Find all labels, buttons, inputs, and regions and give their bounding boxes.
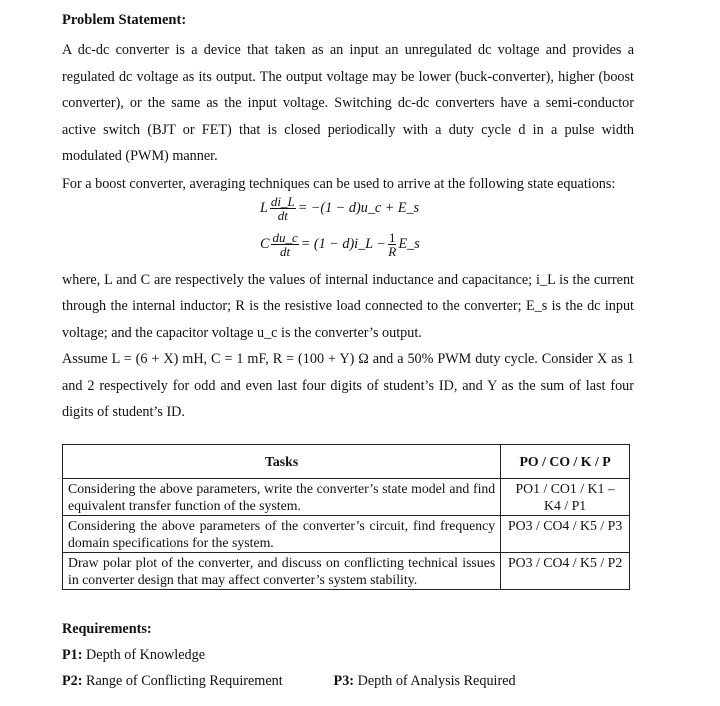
table-row bbox=[63, 515, 630, 552]
intro-paragraph: A dc-dc converter is a device that taken as an input an unregulated dc voltage and provides a regulated dc voltage as its output. The output voltage may be lower (buck-converter), higher (boost converter), or the same as the input voltage. Switching dc-dc converters have a semi-conductor active switch (BJT or FET) that is closed periodically with a duty cycle d in a pulse width modulated (PWM) manner. bbox=[62, 42, 634, 164]
p1-label: P1: bbox=[62, 646, 83, 663]
variables-paragraph: where, L and C are respectively the values of internal inductance and capacitance; i_L is the current through the internal inductor; R is the resistive load connected to the converter; E_s is the dc input voltage; and the capacitor voltage u_c is the converter’s output. bbox=[62, 271, 634, 341]
state-equations-intro: For a boost converter, averaging techniques can be used to arrive at the following state equations: bbox=[62, 175, 616, 192]
eq2-frac-num: 1 bbox=[388, 229, 396, 245]
p3-label: P3: bbox=[333, 672, 355, 689]
po-cell: PO1 / CO1 / K1 – K4 / P1 bbox=[501, 478, 630, 515]
p2-label: P2: bbox=[62, 672, 83, 689]
po-cell: PO3 / CO4 / K5 / P2 bbox=[501, 552, 630, 589]
problem-heading: Problem Statement: bbox=[62, 12, 187, 28]
po-header: PO / CO / K / P bbox=[501, 444, 630, 478]
eq1-coef: L bbox=[260, 199, 268, 216]
eq2-coef: C bbox=[260, 235, 270, 252]
eq1-den: dt bbox=[277, 207, 288, 223]
po-cell: PO3 / CO4 / K5 / P3 bbox=[501, 515, 630, 552]
tasks-header: Tasks bbox=[63, 444, 501, 478]
task-cell: Considering the above parameters, write the converter’s state model and find equivalent transfer function of the system. bbox=[63, 478, 501, 515]
equation-2 bbox=[260, 231, 420, 258]
requirements-heading: Requirements: bbox=[62, 620, 152, 637]
task-cell: Considering the above parameters of the converter’s circuit, find frequency domain specifications for the system. bbox=[63, 515, 501, 552]
eq1-num: di_L bbox=[270, 193, 295, 209]
document-page bbox=[62, 12, 634, 694]
tasks-table bbox=[62, 444, 630, 590]
eq2-derivative bbox=[271, 231, 298, 258]
eq1-derivative bbox=[270, 195, 296, 222]
requirement-p1 bbox=[62, 642, 634, 668]
requirements-section bbox=[62, 616, 634, 694]
p1-text: Depth of Knowledge bbox=[86, 646, 206, 663]
p2-text: Range of Conflicting Requirement bbox=[86, 672, 283, 689]
eq1-rhs: = −(1 − d)u_c + E_s bbox=[297, 199, 420, 216]
eq2-den: dt bbox=[280, 243, 291, 259]
eq2-rhs-b: E_s bbox=[398, 235, 420, 252]
eq2-num: du_c bbox=[272, 229, 298, 245]
task-cell: Draw polar plot of the converter, and discuss on conflicting technical issues in converter design that may affect converter’s system stability. bbox=[63, 552, 501, 589]
assumptions-paragraph: Assume L = (6 + X) mH, C = 1 mF, R = (100 + Y) Ω and a 50% PWM duty cycle. Consider X as 1 and 2 respectively for odd and even last four digits of student’s ID, and Y as the sum of last four digits of student’s ID. bbox=[62, 351, 634, 420]
state-equations bbox=[260, 193, 634, 267]
equation-1 bbox=[260, 195, 419, 222]
table-row bbox=[63, 552, 630, 589]
table-row bbox=[63, 478, 630, 515]
eq2-frac-den: R bbox=[388, 243, 397, 259]
p3-text: Depth of Analysis Required bbox=[357, 672, 516, 689]
eq2-fraction bbox=[388, 231, 397, 258]
requirement-p2-p3 bbox=[62, 668, 634, 694]
table-header-row bbox=[63, 444, 630, 478]
eq2-rhs-a: = (1 − d)i_L − bbox=[300, 235, 386, 252]
